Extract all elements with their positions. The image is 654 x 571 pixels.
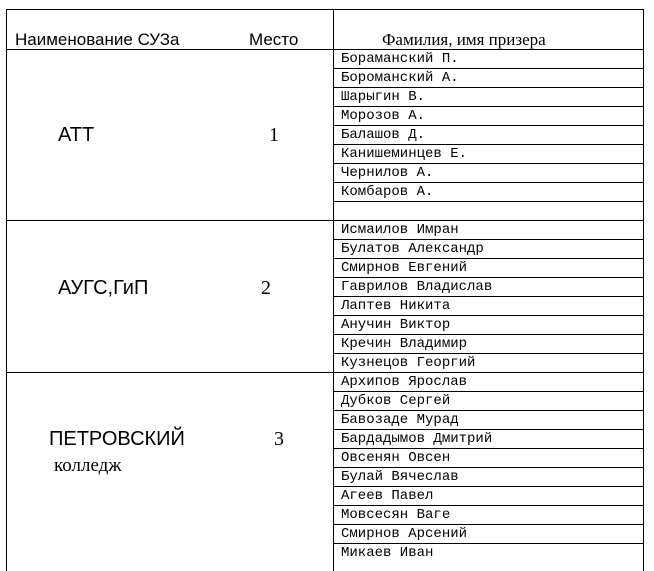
winner-row: Булатов Александр: [334, 240, 643, 259]
winner-row: Исмаилов Имран: [334, 221, 643, 240]
group-3-institution: ПЕТРОВСКИЙ: [49, 428, 185, 450]
winner-row: Чернилов А.: [334, 164, 643, 183]
winner-row: Гаврилов Владислав: [334, 278, 643, 297]
table-left-border: [6, 9, 7, 571]
winner-row: Булай Вячеслав: [334, 468, 643, 487]
header-place: Место: [249, 30, 299, 49]
group-3-winners-list: [334, 373, 643, 562]
group-3-place: 3: [274, 428, 284, 450]
winner-row: Агеев Павел: [334, 487, 643, 506]
winner-row: Анучин Виктор: [334, 316, 643, 335]
winner-row: Морозов А.: [334, 107, 643, 126]
winner-row: Бавозаде Мурад: [334, 411, 643, 430]
winner-row: Смирнов Арсений: [334, 525, 643, 544]
table-top-border: [6, 9, 644, 10]
winner-row: Канишеминцев Е.: [334, 145, 643, 164]
header-institution: Наименование СУЗа: [15, 30, 180, 49]
group-3-institution-line2: колледж: [54, 455, 122, 476]
group-1-winners-list: [334, 50, 643, 220]
group-1-place: 1: [269, 124, 279, 146]
winner-row: Овсенян Овсен: [334, 449, 643, 468]
winner-row: Балашов Д.: [334, 126, 643, 145]
winner-row: Дубков Сергей: [334, 392, 643, 411]
winner-row-empty: [334, 202, 643, 220]
winner-row: Кречин Владимир: [334, 335, 643, 354]
group-1-institution: АТТ: [58, 124, 95, 146]
winner-row: Мовсесян Ваге: [334, 506, 643, 525]
winner-row: Бардадымов Дмитрий: [334, 430, 643, 449]
winner-row: Смирнов Евгений: [334, 259, 643, 278]
group-2-institution: АУГС,ГиП: [58, 277, 149, 299]
winner-row: Кузнецов Георгий: [341, 355, 476, 371]
winner-row: Микаев Иван: [341, 545, 434, 561]
winner-row: Комбаров А.: [334, 183, 643, 202]
header-winner: Фамилия, имя призера: [382, 30, 546, 49]
winner-row: Архипов Ярослав: [334, 373, 643, 392]
winner-row: Лаптев Никита: [334, 297, 643, 316]
winner-row: Бораманский П.: [334, 50, 643, 69]
group-2-winners-list: [334, 221, 643, 372]
winner-row: Бороманский А.: [334, 69, 643, 88]
group-2-place: 2: [261, 277, 271, 299]
table-right-border: [643, 9, 644, 571]
winner-row: Шарыгин В.: [334, 88, 643, 107]
